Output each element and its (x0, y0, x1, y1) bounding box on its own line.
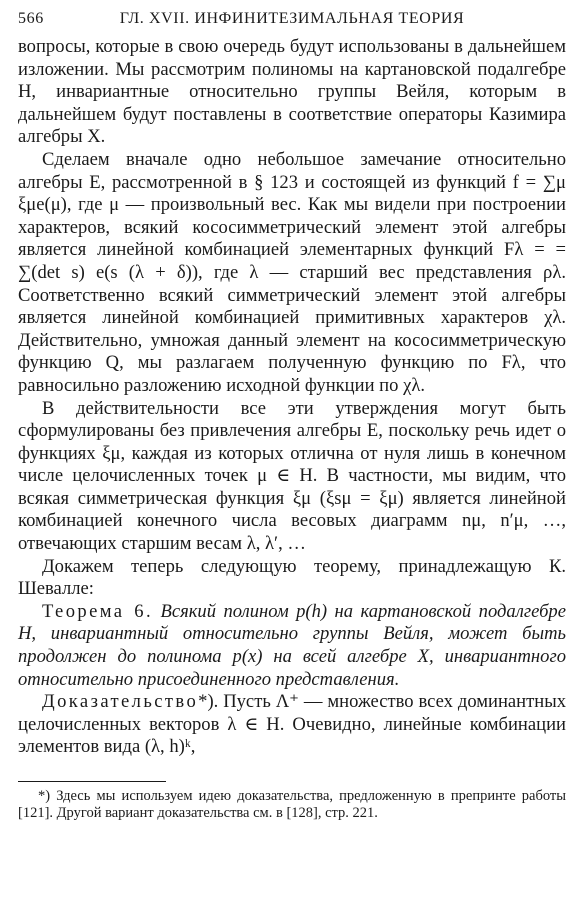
main-text (18, 36, 566, 759)
running-head: ГЛ. XVII. ИНФИНИТЕЗИМАЛЬНАЯ ТЕОРИЯ (119, 10, 465, 27)
proof (18, 691, 566, 759)
proof-text: *). Пусть Λ⁺ — множество всех доминантных целочисленных векторов λ ∈ H. Очевидно, линейные комбинации элементов вида (λ, h)ᵏ, (18, 691, 566, 758)
footnote: *) Здесь мы используем идею доказательства, предложенную в препринте работы [121]. Другой вариант доказательства см. в [128], стр. 221. (18, 788, 566, 821)
theorem-label: Теорема 6. (42, 600, 154, 622)
page-header (18, 10, 566, 36)
footnote-rule (18, 781, 166, 782)
theorem-statement: Всякий полином p(h) на картановской подалгебре H, инвариантный относительно группы Вейля, может быть продолжен до полинома p(x) на всей алгебре X, инвариантного относительно присоединенного представления. (18, 600, 566, 690)
theorem-6 (18, 601, 566, 691)
paragraph-2: Сделаем вначале одно небольшое замечание относительно алгебры E, рассмотренной в § 123 и состоящей из функций f = ∑μ ξμe(μ), где μ — произвольный вес. Как мы видели при построении характеров, всякий кососимметрический элемент этой алгебры является линейной комбинацией элементарных функций Fλ = = ∑(det s) e(s (λ + δ)), где λ — старший вес представления ρλ. Соответственно всякий симметрический элемент этой алгебры является линейной комбинацией примитивных характеров χλ. Действительно, умножая данный элемент на кососимметрическую функцию Q, мы разлагаем полученную функцию по Fλ, что равносильно разложению исходной функции по χλ. (18, 148, 566, 396)
page-number: 566 (18, 10, 44, 27)
paragraph-3: В действительности все эти утверждения могут быть сформулированы без привлечения алгебры E, поскольку речь идет о функциях ξμ, каждая из которых отлична от нуля лишь в конечном числе целочисленных точек μ ∈ H. В частности, мы видим, что всякая симметрическая функция ξμ (ξsμ = ξμ) является линейной комбинацией конечного числа весовых диаграмм nμ, n′μ, …, отвечающих старшим весам λ, λ′, … (18, 397, 566, 555)
paragraph-4: Докажем теперь следующую теорему, принадлежащую К. Шевалле: (18, 555, 566, 600)
paragraph-1: вопросы, которые в свою очередь будут использованы в дальнейшем изложении. Мы рассмотрим полиномы на картановской подалгебре H, инвариантные относительно группы Вейля, которым в дальнейшем будут поставлены в соответствие операторы Казимира алгебры X. (18, 36, 566, 148)
proof-label: Доказательство (42, 691, 199, 713)
